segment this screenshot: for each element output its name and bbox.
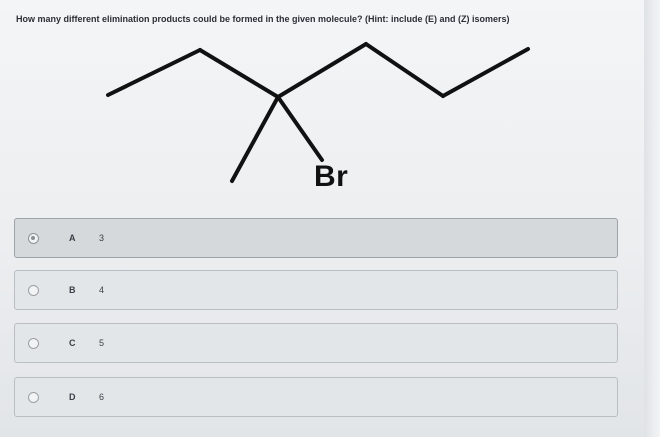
bond-2 — [200, 50, 278, 97]
radio-c[interactable] — [28, 338, 39, 349]
option-b-letter: B — [69, 285, 76, 295]
option-b-value: 4 — [99, 285, 105, 295]
radio-a[interactable] — [28, 233, 39, 244]
bromine-label: Br — [314, 160, 349, 193]
option-a-value: 3 — [99, 233, 105, 243]
bond-1 — [108, 50, 200, 95]
question-text: How many different elimination products could be formed in the given molecule? (Hint: include (E) and (Z) isomers) — [16, 14, 510, 24]
bond-3 — [278, 44, 366, 97]
bond-5 — [443, 49, 528, 96]
option-d-letter: D — [69, 392, 76, 402]
bond-6 — [232, 97, 278, 181]
bond-7 — [278, 97, 322, 160]
option-c-value: 5 — [99, 338, 105, 348]
bond-4 — [366, 44, 443, 96]
window-edge — [644, 0, 660, 437]
option-c[interactable] — [14, 323, 618, 363]
option-b[interactable] — [14, 270, 618, 310]
option-d[interactable] — [14, 377, 618, 417]
radio-b[interactable] — [28, 285, 39, 296]
option-c-letter: C — [69, 338, 76, 348]
radio-d[interactable] — [28, 392, 39, 403]
option-a-letter: A — [69, 233, 76, 243]
option-d-value: 6 — [99, 392, 105, 402]
option-a[interactable] — [14, 218, 618, 258]
